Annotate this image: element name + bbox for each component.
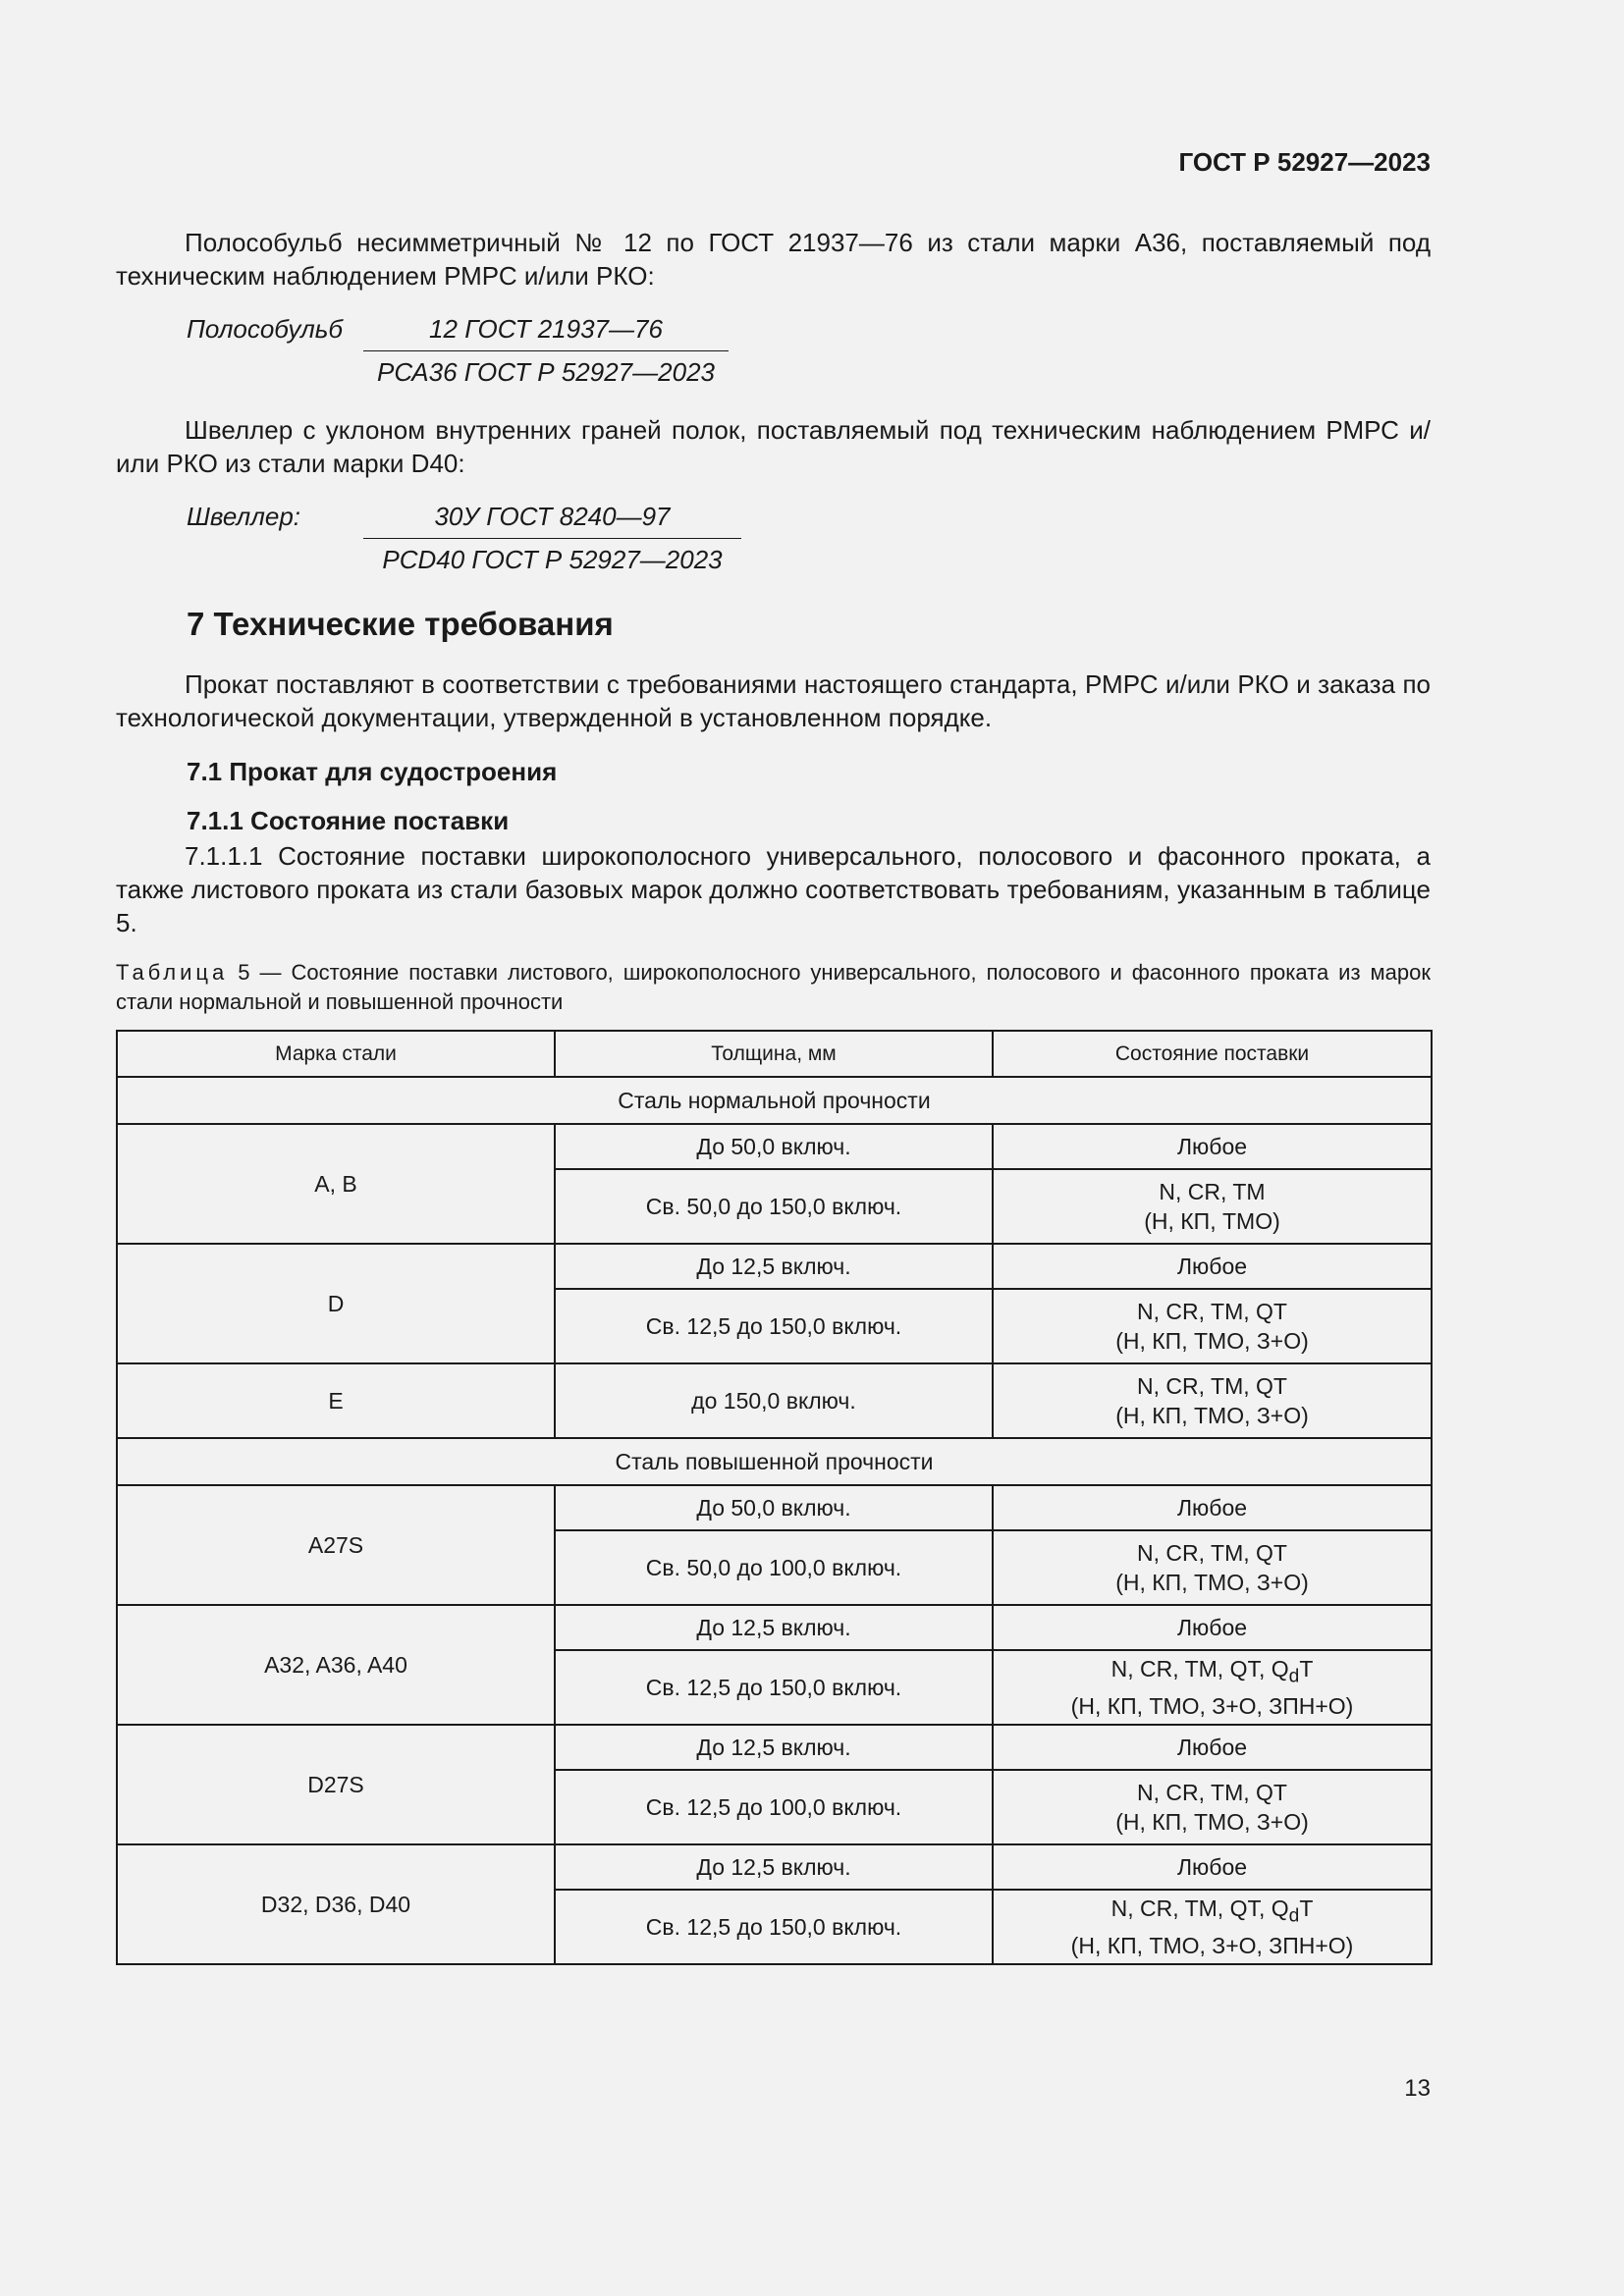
column-header-grade: Марка стали — [117, 1031, 555, 1077]
paragraph-requirements: Прокат поставляют в соответствии с требованиями настоящего стандарта, РМРС и/или РКО и заказа по технологической документации, утвержденной в установленном порядке. — [116, 669, 1431, 732]
column-header-thickness: Толщина, мм — [555, 1031, 993, 1077]
paragraph-7-1-1-1: 7.1.1.1 Состояние поставки широкополосного универсального, полосового и фасонного проката, а также листового проката из стали базовых марок должно соответствовать требованиям, указанным в таблице 5. — [116, 841, 1431, 937]
table-row — [117, 1605, 1432, 1650]
state-cell: N, CR, TM, QT (Н, КП, ТМО, З+О) — [993, 1770, 1432, 1844]
thickness-cell: До 50,0 включ. — [555, 1124, 993, 1169]
formula-numerator: 30У ГОСТ 8240—97 — [434, 502, 671, 531]
state-cell: N, CR, TM, QT (Н, КП, ТМО, З+О) — [993, 1363, 1432, 1438]
page-number: 13 — [1404, 2075, 1431, 2102]
table-row — [117, 1244, 1432, 1289]
subsection-heading-7-1-1: 7.1.1 Состояние поставки — [187, 806, 510, 835]
grade-cell: D27S — [117, 1725, 555, 1844]
state-cell: Любое — [993, 1605, 1432, 1650]
group-label-high: Сталь повышенной прочности — [117, 1438, 1432, 1485]
thickness-cell: До 12,5 включ. — [555, 1605, 993, 1650]
state-cell: N, CR, TM, QT (Н, КП, ТМО, З+О) — [993, 1289, 1432, 1363]
thickness-cell: Св. 50,0 до 150,0 включ. — [555, 1169, 993, 1244]
thickness-cell: До 12,5 включ. — [555, 1244, 993, 1289]
state-cell: N, CR, TM, QT (Н, КП, ТМО, З+О) — [993, 1530, 1432, 1605]
thickness-cell: Св. 12,5 до 150,0 включ. — [555, 1650, 993, 1725]
state-cell: Любое — [993, 1124, 1432, 1169]
grade-cell: A27S — [117, 1485, 555, 1605]
table-row — [117, 1725, 1432, 1770]
thickness-cell: До 50,0 включ. — [555, 1485, 993, 1530]
formula-denominator: РСА36 ГОСТ Р 52927—2023 — [363, 350, 729, 388]
table-row — [117, 1485, 1432, 1530]
state-cell: Любое — [993, 1725, 1432, 1770]
state-cell: Любое — [993, 1244, 1432, 1289]
state-cell: Любое — [993, 1485, 1432, 1530]
table-group-row — [117, 1077, 1432, 1124]
grade-cell: A32, A36, A40 — [117, 1605, 555, 1725]
state-cell: Любое — [993, 1844, 1432, 1890]
table-row — [117, 1844, 1432, 1890]
thickness-cell: Св. 12,5 до 150,0 включ. — [555, 1289, 993, 1363]
paragraph-channel: Швеллер с уклоном внутренних граней полок, поставляемый под техническим наблюдением РМРС и/или РКО из стали марки D40: — [116, 415, 1431, 478]
table-caption — [116, 958, 1431, 1017]
table-group-row — [117, 1438, 1432, 1485]
state-cell: N, CR, TM, QT, $Q_dT$ (Н, КП, ТМО, З+О, ЗПН+О) — [993, 1890, 1432, 1964]
designation-formula-2 — [187, 502, 756, 580]
grade-cell: D32, D36, D40 — [117, 1844, 555, 1964]
formula-denominator: РСD40 ГОСТ Р 52927—2023 — [363, 538, 741, 575]
section-heading-7: 7 Технические требования — [187, 606, 614, 642]
table-caption-word: Таблица — [116, 960, 229, 985]
thickness-cell: Св. 12,5 до 100,0 включ. — [555, 1770, 993, 1844]
table-5 — [116, 1030, 1433, 1965]
column-header-delivery-state: Состояние поставки — [993, 1031, 1432, 1077]
thickness-cell: До 12,5 включ. — [555, 1725, 993, 1770]
group-label-normal: Сталь нормальной прочности — [117, 1077, 1432, 1124]
thickness-cell: до 150,0 включ. — [555, 1363, 993, 1438]
table-caption-text: 5 — Состояние поставки листового, широкополосного универсального, полосового и фасонного проката из марок стали нормальной и повышенной прочности — [116, 960, 1431, 1014]
standard-header: ГОСТ Р 52927—2023 — [1178, 147, 1431, 177]
formula-numerator: 12 ГОСТ 21937—76 — [429, 314, 663, 344]
table-row — [117, 1124, 1432, 1169]
grade-cell: E — [117, 1363, 555, 1438]
thickness-cell: Св. 12,5 до 150,0 включ. — [555, 1890, 993, 1964]
designation-formula-1 — [187, 314, 736, 393]
state-cell: N, CR, TM (Н, КП, ТМО) — [993, 1169, 1432, 1244]
thickness-cell: Св. 50,0 до 100,0 включ. — [555, 1530, 993, 1605]
formula-label: Швеллер: — [187, 502, 300, 531]
table-row — [117, 1363, 1432, 1438]
subsection-heading-7-1: 7.1 Прокат для судостроения — [187, 757, 558, 786]
table-header-row — [117, 1031, 1432, 1077]
grade-cell: D — [117, 1244, 555, 1363]
thickness-cell: До 12,5 включ. — [555, 1844, 993, 1890]
paragraph-bulb-flat: Полособульб несимметричный № 12 по ГОСТ 21937—76 из стали марки А36, поставляемый под техническим наблюдением РМРС и/или РКО: — [116, 228, 1431, 291]
formula-label: Полособульб — [187, 314, 344, 344]
grade-cell: A, B — [117, 1124, 555, 1244]
state-cell: N, CR, TM, QT, $Q_dT$ (Н, КП, ТМО, З+О, ЗПН+О) — [993, 1650, 1432, 1725]
